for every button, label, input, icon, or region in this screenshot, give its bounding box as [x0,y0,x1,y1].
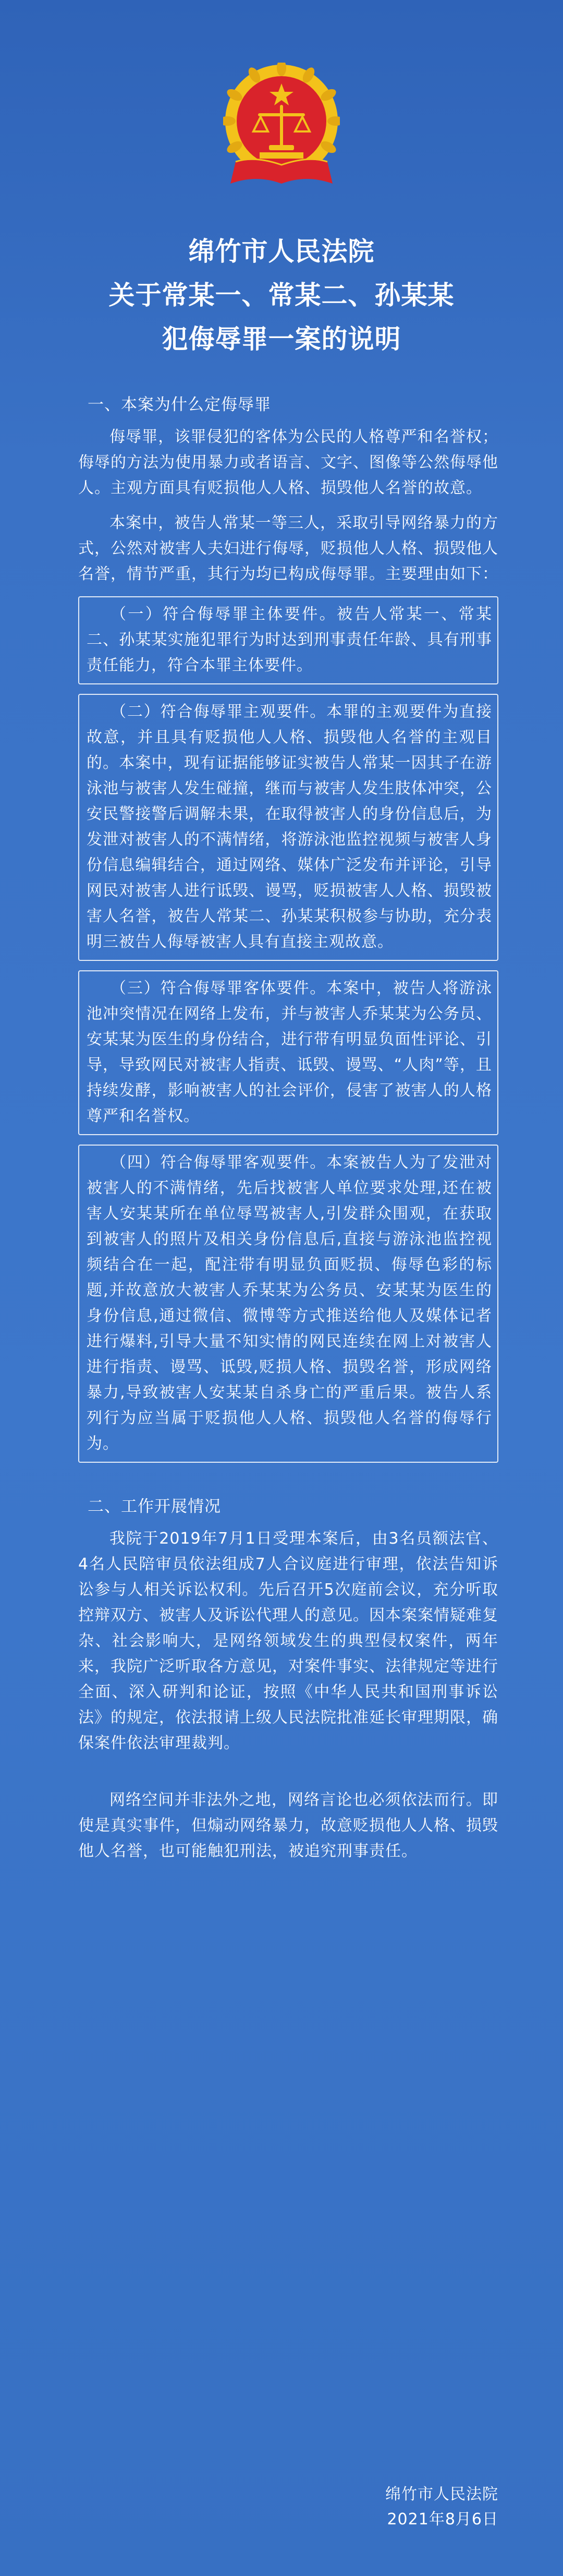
title-line-2: 关于常某一、常某二、孙某某 [108,280,455,310]
section-2-paragraph-1: 我院于2019年7月1日受理本案后，由3名员额法官、4名人民陪审员依法组成7人合议庭进行审理，依法告知诉讼参与人相关诉讼权利。先后召开5次庭前会议，充分听取控辩双方、被害人及诉讼代理人的意见。因本案案情疑难复杂、社会影响大，是网络领域发生的典型侵权案件，两年来，我院广泛听取各方意见，对案件事实、法律规定等进行全面、深入研判和论证，按照《中华人民共和国刑事诉讼法》的规定，依法报请上级人民法院批准延长审理期限，确保案件依法审理裁判。 [78,1530,498,1752]
section-2-paragraph-2: 网络空间并非法外之地，网络言论也必须依法而行。即使是真实事件，但煽动网络暴力，故意贬损他人人格、损毁他人名誉，也可能触犯刑法，被追究刑事责任。 [78,1791,498,1860]
document-body [78,392,498,1873]
signature-date: 2021年8月6日 [387,2510,498,2529]
title-line-1: 绵竹市人民法院 [188,236,375,267]
section-2-heading: 二、工作开展情况 [88,1497,221,1516]
section-1-paragraph-2: 本案中，被告人常某一等三人，采取引导网络暴力的方式，公然对被害人夫妇进行侮辱，贬损他人人格、损毁他人名誉，情节严重，其行为均已构成侮辱罪。主要理由如下： [78,514,498,583]
document-title [47,230,516,361]
section-spacer [78,1472,498,1494]
signature-block [385,2482,498,2532]
section-1-heading: 一、本案为什么定侮辱罪 [88,395,271,414]
element-box-object: （三）符合侮辱罪客体要件。本案中，被告人将游泳池冲突情况在网络上发布，并与被害人乔某某为公务员、安某某为医生的身份结合，进行带有明显负面性评论、引导，导致网民对被害人指责、诋毁、谩骂、“人肉”等，且持续发酵，影响被害人的社会评价，侵害了被害人的人格尊严和名誉权。 [78,970,498,1135]
paragraph-spacer [78,1765,498,1787]
element-box-subject: （一）符合侮辱罪主体要件。被告人常某一、常某二、孙某某实施犯罪行为时达到刑事责任年龄、具有刑事责任能力，符合本罪主体要件。 [78,596,498,684]
element-box-objective: （四）符合侮辱罪客观要件。本案被告人为了发泄对被害人的不满情绪，先后找被害人单位要求处理,还在被害人安某某所在单位辱骂被害人,引发群众围观，在获取到被害人的照片及相关身份信息后,直接与游泳池监控视频结合在一起，配注带有明显负面贬损、侮辱色彩的标题,并故意放大被害人乔某某为公务员、安某某为医生的身份信息,通过微信、微博等方式推送给他人及媒体记者进行爆料,引导大量不知实情的网民连续在网上对被害人进行指责、谩骂、诋毁,贬损人格、损毁名誉，形成网络暴力,导致被害人安某某自杀身亡的严重后果。被告人系列行为应当属于贬损他人人格、损毁他人名誉的侮辱行为。 [78,1145,498,1463]
section-1-paragraph-1: 侮辱罪，该罪侵犯的客体为公民的人格尊严和名誉权；侮辱的方法为使用暴力或者语言、文字、图像等公然侮辱他人。主观方面具有贬损他人人格、损毁他人名誉的故意。 [78,428,498,497]
court-emblem-icon [223,63,340,193]
signature-org: 绵竹市人民法院 [385,2485,498,2503]
element-box-subjective: （二）符合侮辱罪主观要件。本罪的主观要件为直接故意，并且具有贬损他人人格、损毁他人名誉的主观目的。本案中，现有证据能够证实被告人常某一因其子在游泳池与被害人发生碰撞，继而与被害人发生肢体冲突，公安民警接警后调解未果，在取得被害人的身份信息后，为发泄对被害人的不满情绪，将游泳池监控视频与被害人身份信息编辑结合，通过网络、媒体广泛发布并评论，引导网民对被害人进行诋毁、谩骂，贬损被害人人格、损毁被害人名誉，被告人常某二、孙某某积极参与协助，充分表明三被告人侮辱被害人具有直接主观故意。 [78,694,498,961]
title-line-3: 犯侮辱罪一案的说明 [162,323,401,354]
